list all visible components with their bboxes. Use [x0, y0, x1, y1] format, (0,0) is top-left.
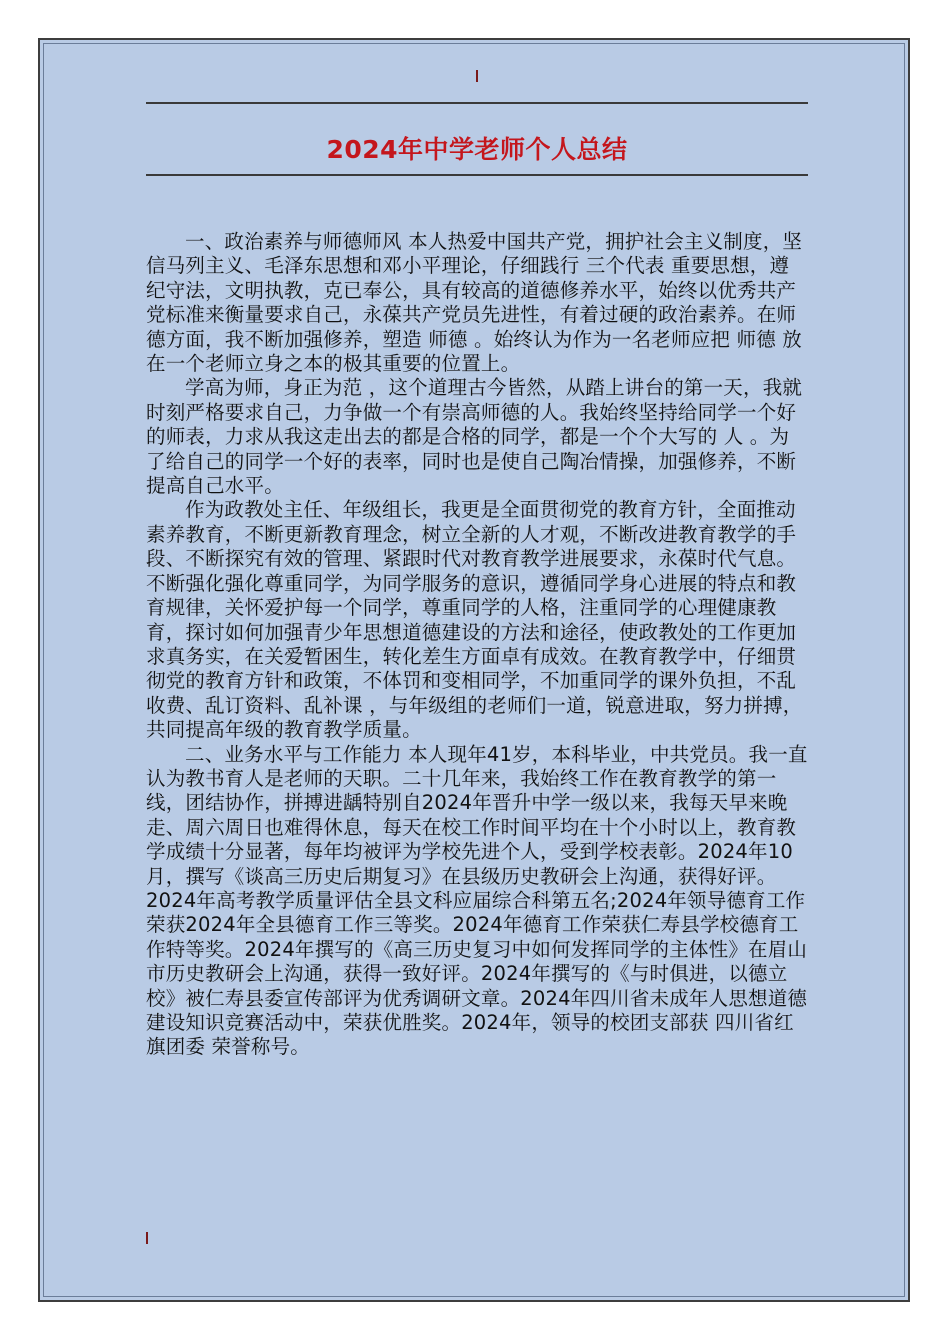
document-page	[38, 38, 910, 1302]
paragraph-professional-ability: 二、业务水平与工作能力 本人现年41岁，本科毕业，中共党员。我一直认为教书育人是老师的天职。二十几年来，我始终工作在教育教学的第一线，团结协作，拼搏进龋特别自2024年晋升中学一级以来，我每天早来晚走、周六周日也难得休息，每天在校工作时间平均在十个小时以上，教育教学成绩十分显著，每年均被评为学校先进个人，受到学校表彰。2024年10月，撰写《谈高三历史后期复习》在县级历史教研会上沟通，获得好评。2024年高考教学质量评估全县文科应届综合科第五名;2024年领导德育工作荣获2024年全县德育工作三等奖。2024年德育工作荣获仁寿县学校德育工作特等奖。2024年撰写的《高三历史复习中如何发挥同学的主体性》在眉山市历史教研会上沟通，获得一致好评。2024年撰写的《与时俱进，以德立校》被仁寿县委宣传部评为优秀调研文章。2024年四川省未成年人思想道德建设知识竞赛活动中，荣获优胜奖。2024年，领导的校团支部获 四川省红旗团委 荣誉称号。	[146, 742, 808, 1059]
footer-cursor-mark	[146, 1232, 148, 1244]
document-body	[146, 230, 808, 1060]
header-rule	[146, 102, 808, 104]
paragraph-teacher-model: 学高为师，身正为范 ，这个道理古今皆然，从踏上讲台的第一天，我就时刻严格要求自己，力争做一个有崇高师德的人。我始终坚持给同学一个好的师表，力求从我这走出去的都是合格的同学，都是一个个大写的 人 。为了给自己的同学一个好的表率，同时也是使自己陶冶情操，加强修养，不断提高自己水平。	[146, 376, 803, 498]
paragraph-political-quality: 一、政治素养与师德师风 本人热爱中国共产党，拥护社会主义制度，坚信马列主义、毛泽东思想和邓小平理论，仔细践行 三个代表 重要思想，遵纪守法，文明执教，克已奉公，具有较高的道德修养水平，始终以优秀共产党标准来衡量要求自己，永葆共产党员先进性，有着过硬的政治素养。在师德方面，我不断加强修养，塑造 师德 。始终认为作为一名老师应把 师德 放在一个老师立身之本的极其重要的位置上。	[146, 230, 803, 376]
title-underline-rule	[146, 174, 808, 176]
paragraph-education-policy: 作为政教处主任、年级组长，我更是全面贯彻党的教育方针，全面推动素养教育，不断更新教育理念，树立全新的人才观，不断改进教育教学的手段、不断探究有效的管理、紧跟时代对教育教学进展要求，永葆时代气息。不断强化强化尊重同学，为同学服务的意识，遵循同学身心进展的特点和教育规律，关怀爱护每一个同学，尊重同学的人格，注重同学的心理健康教育，探讨如何加强青少年思想道德建设的方法和途径，使政教处的工作更加求真务实，在关爱暂困生，转化差生方面卓有成效。在教育教学中，仔细贯彻党的教育方针和政策，不体罚和变相同学，不加重同学的课外负担，不乱收费、乱订资料、乱补课 ，与年级组的老师们一道，锐意进取，努力拼搏，共同提高年级的教育教学质量。	[146, 498, 803, 742]
document-title: 2024年中学老师个人总结	[326, 135, 628, 164]
header-cursor-mark	[476, 70, 478, 82]
